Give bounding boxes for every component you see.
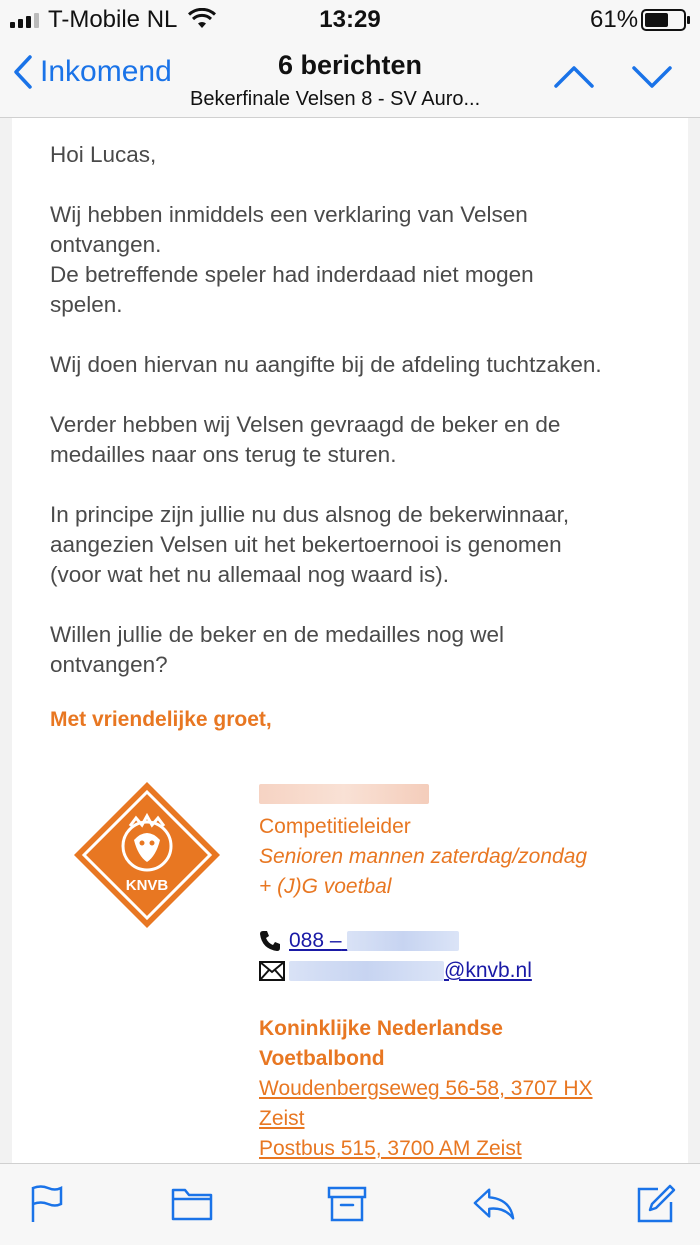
folder-icon [171,1186,213,1222]
next-message-button[interactable] [631,64,673,95]
paragraph: In principe zijn jullie nu dus alsnog de bekerwinnaar, aangezien Velsen uit het bekertoernooi is genomen (voor wat het nu allemaal nog waard is). [50,502,570,587]
thread-subject: Bekerfinale Velsen 8 - SV Auro... [190,88,481,110]
carrier-name: T-Mobile NL [48,6,178,33]
back-label: Inkomend [40,55,172,88]
message-body [12,118,688,1163]
status-bar [0,0,700,40]
move-to-folder-button[interactable] [170,1182,214,1226]
compose-icon [636,1184,676,1224]
reply-icon [472,1186,516,1222]
clock: 13:29 [319,6,381,33]
redacted-email [289,961,444,981]
battery-percent: 61% [590,6,639,33]
knvb-logo [72,780,222,930]
back-button[interactable] [12,54,172,90]
paragraph: Verder hebben wij Velsen gevraagd de beker en de medailles naar ons terug te sturen. [50,412,561,467]
bottom-toolbar [0,1163,700,1245]
flag-icon [29,1184,63,1224]
chevron-up-icon [553,64,595,90]
address[interactable]: Woudenbergseweg 56-58, 3707 HX Zeist Postbus 515, 3700 AM Zeist [259,1077,593,1160]
reply-button[interactable] [472,1182,516,1226]
chevron-down-icon [631,64,673,90]
sender-department: Senioren mannen zaterdag/zondag [259,845,588,868]
paragraph: Wij hebben inmiddels een verklaring van Velsen ontvangen. De betreffende speler had inderdaad niet mogen spelen. [50,202,534,317]
phone-link[interactable]: 088 – [289,926,459,956]
archive-button[interactable] [325,1182,369,1226]
chevron-left-icon [12,54,34,90]
paragraph: Wij doen hiervan nu aangifte bij de afdeling tuchtzaken. [50,352,602,377]
email-link[interactable]: @knvb.nl [289,956,532,986]
closing: Met vriendelijke groet, [50,708,272,731]
signature-block [259,784,679,1163]
thread-count-title: 6 berichten [277,50,423,80]
nav-bar [0,40,700,118]
message-scroll-area[interactable] [0,118,700,1163]
paragraph: Willen jullie de beker en de medailles nog wel ontvangen? [50,622,504,677]
compose-button[interactable] [634,1182,678,1226]
sender-role: Competitieleider [259,815,411,838]
organization-name: Koninklijke Nederlandse Voetbalbond [259,1017,503,1070]
email-row [259,956,679,986]
message-text [50,140,670,710]
phone-row [259,926,679,956]
archive-icon [327,1185,367,1223]
sender-department-2: + (J)G voetbal [259,875,392,898]
envelope-icon [259,961,289,981]
redacted-name [259,784,429,804]
logo-text: KNVB [125,877,169,894]
phone-icon [259,930,289,952]
greeting: Hoi Lucas, [50,142,157,167]
redacted-phone [347,931,459,951]
flag-button[interactable] [24,1182,68,1226]
battery-icon [641,9,691,31]
previous-message-button[interactable] [553,64,595,95]
contact-info [259,926,679,986]
